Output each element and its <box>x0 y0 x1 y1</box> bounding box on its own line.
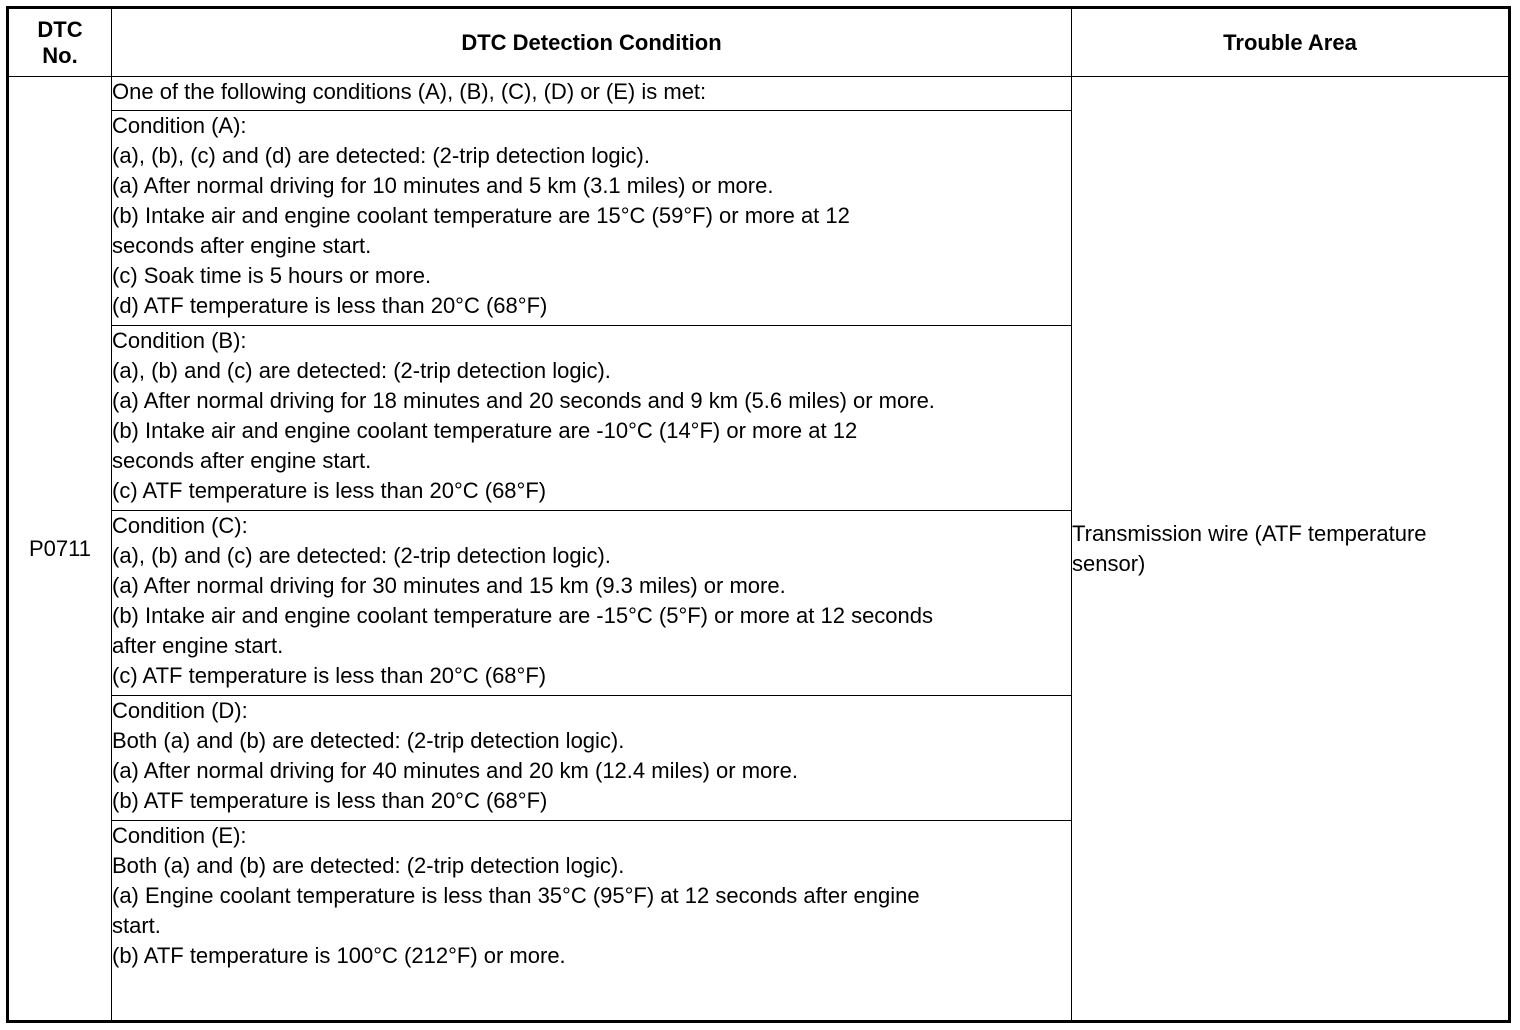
condition-e-cell <box>112 821 1072 1022</box>
condition-c-line: (a), (b) and (c) are detected: (2-trip detection logic). <box>112 543 611 568</box>
condition-e-line: (b) ATF temperature is 100°C (212°F) or more. <box>112 943 566 968</box>
condition-d-line: Condition (D): <box>112 698 248 723</box>
condition-a-cell <box>112 111 1072 326</box>
condition-c-line: (c) ATF temperature is less than 20°C (68°F) <box>112 663 547 688</box>
condition-a-line: (d) ATF temperature is less than 20°C (68°F) <box>112 293 548 318</box>
condition-c-line: (a) After normal driving for 30 minutes and 15 km (9.3 miles) or more. <box>112 573 786 598</box>
trouble-area-line1: Transmission wire (ATF temperature <box>1072 520 1427 546</box>
condition-a-line: (a), (b), (c) and (d) are detected: (2-trip detection logic). <box>112 143 650 168</box>
trouble-area-cell <box>1072 77 1510 1022</box>
header-dtc-no <box>8 8 112 77</box>
header-trouble-area: Trouble Area <box>1072 8 1510 77</box>
condition-d-line: Both (a) and (b) are detected: (2-trip detection logic). <box>112 728 625 753</box>
dtc-code-cell: P0711 <box>8 77 112 1022</box>
header-dtc-no-line1: DTC <box>37 16 83 42</box>
condition-b-line: Condition (B): <box>112 328 247 353</box>
condition-e-line: (a) Engine coolant temperature is less than 35°C (95°F) at 12 seconds after engine <box>112 883 920 908</box>
condition-c-line: after engine start. <box>112 633 284 658</box>
condition-b-line: (a) After normal driving for 18 minutes and 20 seconds and 9 km (5.6 miles) or more. <box>112 388 935 413</box>
condition-d-cell <box>112 696 1072 821</box>
condition-d-line: (a) After normal driving for 40 minutes and 20 km (12.4 miles) or more. <box>112 758 798 783</box>
table-row <box>8 77 1510 111</box>
condition-a-line: (b) Intake air and engine coolant temperature are 15°C (59°F) or more at 12 <box>112 203 850 228</box>
condition-c-line: (b) Intake air and engine coolant temperature are -15°C (5°F) or more at 12 seconds <box>112 603 934 628</box>
condition-c-line: Condition (C): <box>112 513 248 538</box>
condition-d-line: (b) ATF temperature is less than 20°C (68°F) <box>112 788 548 813</box>
trouble-area-line2: sensor) <box>1072 550 1146 576</box>
condition-b-line: (c) ATF temperature is less than 20°C (68°F) <box>112 478 547 503</box>
condition-a-line: Condition (A): <box>112 113 247 138</box>
condition-a-line: (a) After normal driving for 10 minutes and 5 km (3.1 miles) or more. <box>112 173 774 198</box>
condition-e-line: Condition (E): <box>112 823 247 848</box>
header-detection-condition: DTC Detection Condition <box>112 8 1072 77</box>
condition-e-line: start. <box>112 913 161 938</box>
header-row <box>8 8 1510 77</box>
condition-e-line: Both (a) and (b) are detected: (2-trip detection logic). <box>112 853 625 878</box>
condition-c-cell <box>112 511 1072 696</box>
condition-a-line: (c) Soak time is 5 hours or more. <box>112 263 432 288</box>
condition-b-line: (a), (b) and (c) are detected: (2-trip detection logic). <box>112 358 611 383</box>
condition-a-line: seconds after engine start. <box>112 233 372 258</box>
intro-cell: One of the following conditions (A), (B), (C), (D) or (E) is met: <box>112 77 1072 111</box>
condition-b-cell <box>112 326 1072 511</box>
condition-b-line: (b) Intake air and engine coolant temperature are -10°C (14°F) or more at 12 <box>112 418 858 443</box>
dtc-table <box>6 6 1511 1023</box>
condition-b-line: seconds after engine start. <box>112 448 372 473</box>
header-dtc-no-line2: No. <box>42 42 78 68</box>
